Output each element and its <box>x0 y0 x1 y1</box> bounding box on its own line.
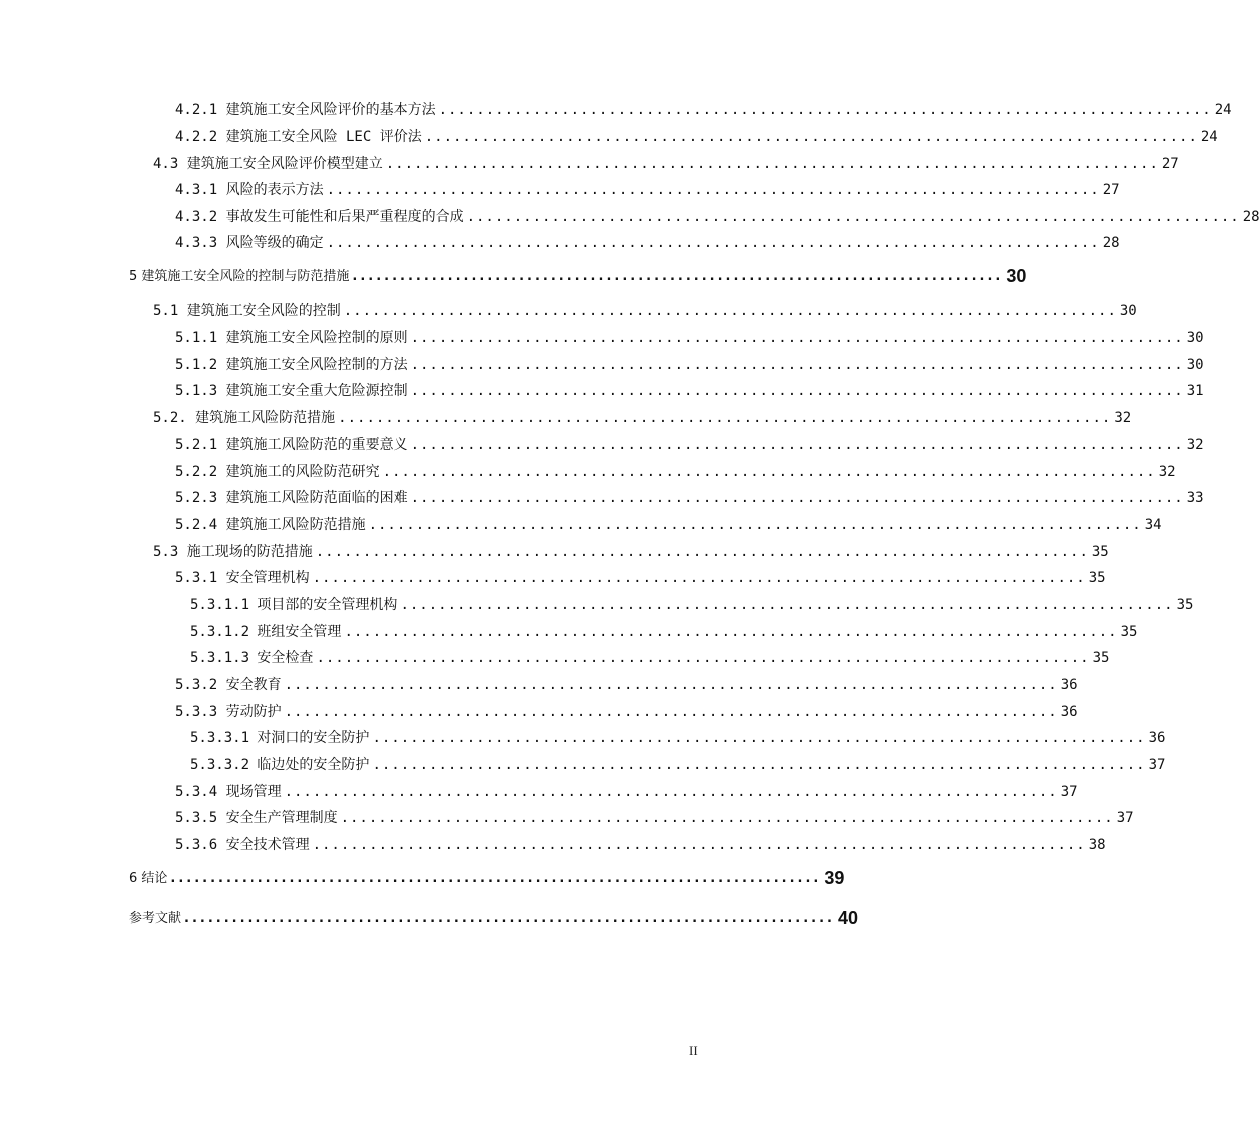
dot-leader: .................................................................................. <box>410 437 1184 453</box>
toc-entry-title: 5.3.3.2 临边处的安全防护 <box>190 757 370 773</box>
dot-leader: .................................................................................. <box>184 911 835 926</box>
dot-leader: .................................................................................. <box>312 570 1086 586</box>
toc-entry-page: 36 <box>1060 677 1078 693</box>
toc-entry-page: 32 <box>1114 410 1132 426</box>
toc-entry-chapter <box>129 868 845 888</box>
dot-leader: .................................................................................. <box>382 464 1156 480</box>
page-number: II <box>689 1043 698 1058</box>
toc-entry-title: 5.3.1 安全管理机构 <box>175 570 310 586</box>
toc-entry-title: 5.2.2 建筑施工的风险防范研究 <box>175 464 380 480</box>
toc-entry-page: 39 <box>824 868 845 888</box>
toc-entry-page: 35 <box>1176 597 1194 613</box>
toc-entry-title: 5.3.6 安全技术管理 <box>175 837 310 853</box>
toc-entry-page: 37 <box>1060 784 1078 800</box>
toc-entry-title: 4.2.2 建筑施工安全风险 LEC 评价法 <box>175 129 422 145</box>
dot-leader: .................................................................................. <box>343 303 1117 319</box>
dot-leader: .................................................................................. <box>344 624 1118 640</box>
toc-entry <box>190 729 1166 747</box>
toc-entry <box>175 208 1260 226</box>
toc-entry-page: 27 <box>1102 182 1120 198</box>
toc-entry <box>175 382 1204 400</box>
toc-entry <box>175 676 1078 694</box>
toc-entry-page: 36 <box>1148 730 1166 746</box>
toc-entry-title: 4.3.3 风险等级的确定 <box>175 235 324 251</box>
toc-entry <box>175 489 1204 507</box>
toc-entry-title: 5.1.3 建筑施工安全重大危险源控制 <box>175 383 408 399</box>
toc-entry-page: 24 <box>1214 102 1232 118</box>
dot-leader: .................................................................................. <box>438 102 1212 118</box>
toc-entry-title: 5.2.3 建筑施工风险防范面临的困难 <box>175 490 408 506</box>
toc-entry-page: 30 <box>1119 303 1137 319</box>
dot-leader: .................................................................................. <box>372 730 1146 746</box>
toc-entry-page: 28 <box>1242 209 1260 225</box>
toc-entry-page: 34 <box>1144 517 1162 533</box>
toc-entry <box>175 783 1078 801</box>
dot-leader: .................................................................................. <box>315 544 1089 560</box>
dot-leader: .................................................................................. <box>284 704 1058 720</box>
toc-entry-title: 5.3.3.1 对洞口的安全防护 <box>190 730 370 746</box>
toc-entry-page: 24 <box>1200 129 1218 145</box>
toc-entry-title: 5.3.1.3 安全检查 <box>190 650 314 666</box>
dot-leader: .................................................................................. <box>338 410 1112 426</box>
dot-leader: .................................................................................. <box>340 810 1114 826</box>
toc-entry-title: 5.2.4 建筑施工风险防范措施 <box>175 517 366 533</box>
toc-entry-title: 4.2.1 建筑施工安全风险评价的基本方法 <box>175 102 436 118</box>
toc-entry-page: 36 <box>1060 704 1078 720</box>
toc-entry-title: 5 建筑施工安全风险的控制与防范措施 <box>129 269 350 284</box>
toc-entry-title: 5.3.4 现场管理 <box>175 784 282 800</box>
dot-leader: .................................................................................. <box>410 330 1184 346</box>
dot-leader: .................................................................................. <box>170 871 822 886</box>
toc-entry-page: 28 <box>1102 235 1120 251</box>
toc-entry-title: 5.3.5 安全生产管理制度 <box>175 810 338 826</box>
toc-entry-page: 37 <box>1148 757 1166 773</box>
toc-entry-title: 5.3 施工现场的防范措施 <box>153 544 313 560</box>
toc-entry <box>175 101 1232 119</box>
toc-entry-title: 5.3.3 劳动防护 <box>175 704 282 720</box>
toc-entry <box>175 356 1204 374</box>
dot-leader: .................................................................................. <box>372 757 1146 773</box>
toc-entry-page: 40 <box>837 908 859 928</box>
toc-entry <box>190 756 1166 774</box>
toc-entry-page: 32 <box>1158 464 1176 480</box>
dot-leader: .................................................................................. <box>368 517 1142 533</box>
dot-leader: .................................................................................. <box>410 357 1184 373</box>
toc-entry <box>175 234 1120 252</box>
toc-entry <box>175 181 1120 199</box>
toc-entry <box>153 155 1179 173</box>
dot-leader: .................................................................................. <box>326 182 1100 198</box>
toc-entry <box>190 649 1110 667</box>
toc-entry <box>175 128 1218 146</box>
toc-entry-page: 37 <box>1116 810 1134 826</box>
toc-entry <box>175 836 1106 854</box>
toc-entry-page: 30 <box>1186 357 1204 373</box>
toc-entry <box>190 623 1138 641</box>
dot-leader: .................................................................................. <box>424 129 1198 145</box>
toc-entry-title: 4.3.2 事故发生可能性和后果严重程度的合成 <box>175 209 464 225</box>
toc-entry-chapter <box>129 908 859 928</box>
toc-entry-chapter <box>129 266 1027 286</box>
toc-entry-page: 27 <box>1161 156 1179 172</box>
toc-entry-title: 5.2. 建筑施工风险防范措施 <box>153 410 336 426</box>
toc-entry <box>175 809 1134 827</box>
dot-leader: .................................................................................. <box>466 209 1240 225</box>
dot-leader: .................................................................................. <box>316 650 1090 666</box>
dot-leader: .................................................................................. <box>385 156 1159 172</box>
toc-entry-title: 参考文献 <box>129 911 182 926</box>
toc-entry-page: 31 <box>1186 383 1204 399</box>
toc-entry <box>153 543 1109 561</box>
dot-leader: .................................................................................. <box>410 490 1184 506</box>
toc-entry-page: 35 <box>1088 570 1106 586</box>
toc-entry-page: 38 <box>1088 837 1106 853</box>
dot-leader: .................................................................................. <box>326 235 1100 251</box>
toc-entry-page: 35 <box>1120 624 1138 640</box>
toc-entry-page: 30 <box>1186 330 1204 346</box>
toc-entry-page: 30 <box>1006 266 1027 286</box>
toc-entry <box>190 596 1194 614</box>
toc-entry-page: 35 <box>1092 650 1110 666</box>
toc-entry-title: 5.3.2 安全教育 <box>175 677 282 693</box>
dot-leader: .................................................................................. <box>400 597 1174 613</box>
toc-entry-title: 4.3.1 风险的表示方法 <box>175 182 324 198</box>
toc-entry-title: 5.1.2 建筑施工安全风险控制的方法 <box>175 357 408 373</box>
toc-entry-title: 4.3 建筑施工安全风险评价模型建立 <box>153 156 383 172</box>
toc-entry <box>153 409 1132 427</box>
toc-entry <box>175 703 1078 721</box>
toc-entry-title: 5.1 建筑施工安全风险的控制 <box>153 303 341 319</box>
toc-entry <box>153 302 1137 320</box>
toc-entry-page: 33 <box>1186 490 1204 506</box>
toc-entry-page: 35 <box>1091 544 1109 560</box>
toc-entry-title: 5.3.1.1 项目部的安全管理机构 <box>190 597 398 613</box>
toc-entry-title: 5.1.1 建筑施工安全风险控制的原则 <box>175 330 408 346</box>
dot-leader: .................................................................................. <box>352 269 1004 284</box>
dot-leader: .................................................................................. <box>410 383 1184 399</box>
toc-entry <box>175 463 1176 481</box>
toc-entry-page: 32 <box>1186 437 1204 453</box>
toc-entry <box>175 329 1204 347</box>
toc-entry <box>175 436 1204 454</box>
toc-entry-title: 6 结论 <box>129 871 168 886</box>
toc-entry-title: 5.3.1.2 班组安全管理 <box>190 624 342 640</box>
dot-leader: .................................................................................. <box>312 837 1086 853</box>
dot-leader: .................................................................................. <box>284 677 1058 693</box>
toc-entry <box>175 516 1162 534</box>
toc-entry <box>175 569 1106 587</box>
dot-leader: .................................................................................. <box>284 784 1058 800</box>
toc-entry-title: 5.2.1 建筑施工风险防范的重要意义 <box>175 437 408 453</box>
